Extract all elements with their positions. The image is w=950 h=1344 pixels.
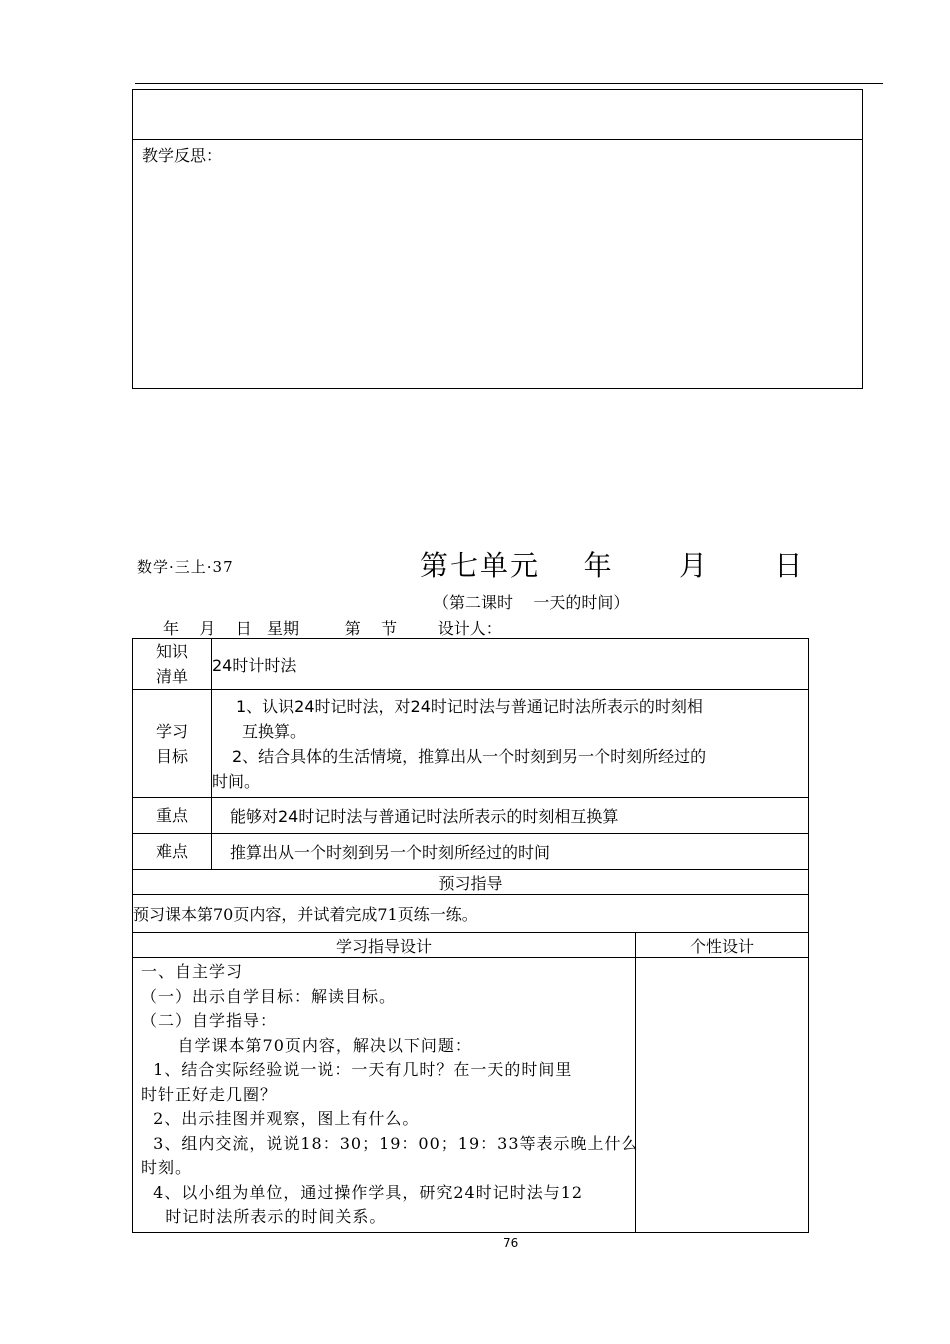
personal-design-cell bbox=[636, 958, 809, 1233]
personal-design-header: 个性设计 bbox=[636, 933, 809, 958]
study-line: 自学课本第70页内容，解决以下问题： bbox=[141, 1035, 472, 1055]
difficulty-label: 难点 bbox=[133, 834, 212, 870]
study-guide-content bbox=[133, 958, 639, 1233]
key-point-row bbox=[133, 798, 809, 834]
goals-label bbox=[133, 690, 212, 798]
course-code: 数学·三上·37 bbox=[137, 558, 234, 576]
reflection-box bbox=[132, 89, 863, 389]
preview-header-row bbox=[133, 870, 809, 895]
preview-text: 预习课本第70页内容，并试着完成71页练一练。 bbox=[133, 895, 809, 933]
study-line: 时记时法所表示的时间关系。 bbox=[141, 1207, 387, 1226]
unit-title: 第七单元 年 月 日 bbox=[420, 549, 805, 582]
study-row bbox=[133, 958, 809, 1233]
difficulty-row bbox=[133, 834, 809, 870]
lesson-meta-line: 年 月 日 星期 第 节 设计人： bbox=[163, 619, 502, 638]
study-line: 4、以小组为单位，通过操作学具，研究24时记时法与12 bbox=[141, 1182, 584, 1202]
goals-label-line1: 学习 bbox=[155, 721, 188, 741]
knowledge-value: 24时计时法 bbox=[212, 639, 809, 690]
study-line: 一、自主学习 bbox=[141, 962, 244, 981]
study-line: 3、组内交流，说说18：30；19：00；19：33等表示晚上什么 bbox=[141, 1133, 639, 1153]
design-header-row bbox=[133, 933, 809, 958]
goal-1-line2: 互换算。 bbox=[242, 721, 307, 741]
study-line: （二）自学指导： bbox=[141, 1011, 278, 1030]
design-header: 学习指导设计 bbox=[133, 933, 636, 958]
goal-1-line1: 1、认识24时记时法，对24时记时法与普通记时法所表示的时刻相 bbox=[236, 696, 703, 716]
goal-2-line1: 2、结合具体的生活情境，推算出从一个时刻到另一个时刻所经过的 bbox=[232, 746, 707, 766]
goals-value bbox=[212, 690, 809, 798]
reflection-label: 教学反思： bbox=[142, 146, 223, 165]
study-line: （一）出示自学目标：解读目标。 bbox=[141, 986, 397, 1006]
goals-row bbox=[133, 690, 809, 798]
study-line: 时针正好走几圈？ bbox=[141, 1084, 278, 1104]
header-rule bbox=[135, 83, 883, 84]
key-point-label: 重点 bbox=[133, 798, 212, 834]
preview-header: 预习指导 bbox=[133, 870, 809, 895]
knowledge-label-line1: 知识 bbox=[155, 642, 188, 661]
lesson-plan-table bbox=[132, 638, 809, 1233]
difficulty-value: 推算出从一个时刻到另一个时刻所经过的时间 bbox=[212, 834, 809, 870]
knowledge-label bbox=[133, 639, 212, 690]
reflection-divider bbox=[133, 139, 862, 140]
page-number: 76 bbox=[503, 1236, 519, 1250]
goal-2-line2: 时间。 bbox=[212, 771, 261, 791]
lesson-subtitle: （第二课时 一天的时间） bbox=[433, 593, 630, 612]
study-line: 1、结合实际经验说一说：一天有几时？在一天的时间里 bbox=[141, 1060, 573, 1079]
study-line: 2、出示挂图并观察，图上有什么。 bbox=[141, 1109, 420, 1128]
knowledge-row bbox=[133, 639, 809, 690]
preview-row bbox=[133, 895, 809, 933]
goals-label-line2: 目标 bbox=[155, 746, 188, 766]
knowledge-label-line2: 清单 bbox=[155, 667, 188, 686]
study-line: 时刻。 bbox=[141, 1158, 193, 1177]
key-point-value: 能够对24时记时法与普通记时法所表示的时刻相互换算 bbox=[212, 798, 809, 834]
